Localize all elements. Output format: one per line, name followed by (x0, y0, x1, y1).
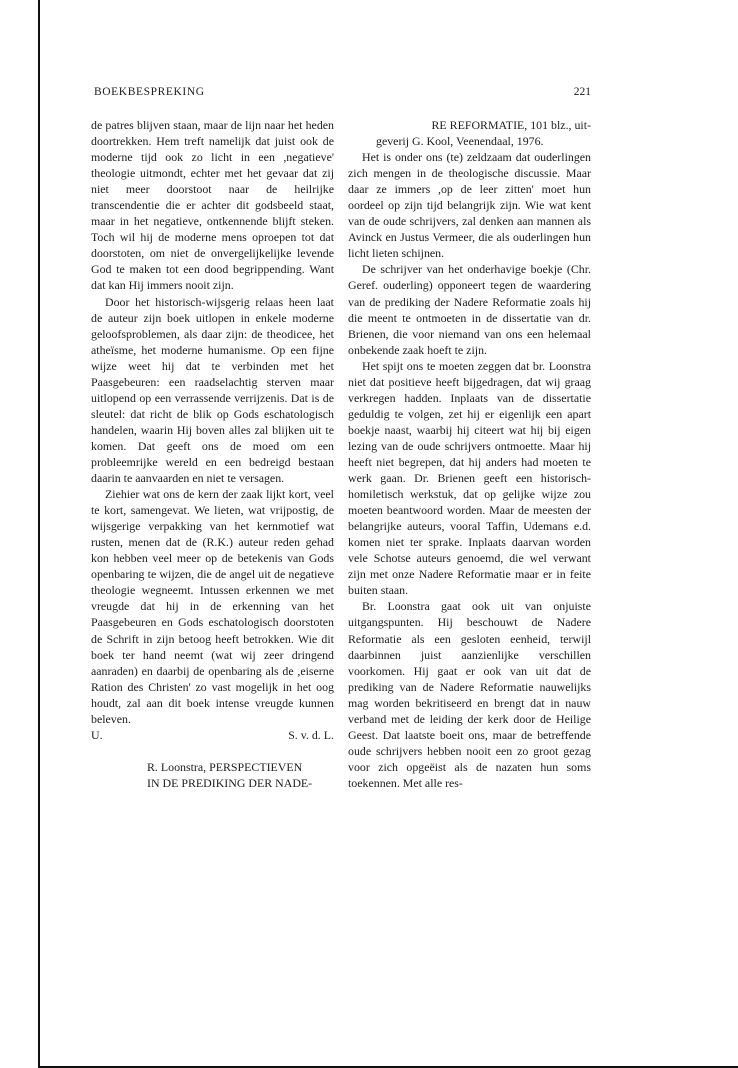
review-heading-line: geverij G. Kool, Veenendaal, 1976. (376, 134, 544, 149)
paragraph: De schrijver van het onderhavige boekje (Chr. Geref. ouderling) opponeert tegen de waardering van de prediking der Nadere Reformatie zoals hij die meent te ontmoeten in de dissertatie van dr. Brienen, die voor niemand van ons een helemaal onbekende zaak hoeft te zijn. (348, 262, 591, 357)
section-title: BOEKBESPREKING (94, 86, 205, 98)
signature-initial: U. (91, 727, 103, 742)
right-column (348, 117, 591, 791)
review-heading-line: IN DE PREDIKING DER NADE- (147, 775, 313, 790)
scan-left-edge (38, 0, 40, 1068)
paragraph: de patres blijven staan, maar de lijn naar het heden doortrekken. Hem treft namelijk dat juist ook de moderne tijd ook zo licht in een ,negatieve' theologie uitmondt, echter met het gevaar dat zij niet meer doorstoot naar de heilrijke transcendentie die er achter dit godsbeeld staat, maar in het negatieve, ontkennende blijft steken. Toch wil hij de moderne mens oproepen tot dat doorstoten, om niet de onvergelijkelijke levende God te maken tot een dood begrippending. Want dat kan Hij immers nooit zijn. (91, 118, 334, 293)
paragraph: Het is onder ons (te) zeldzaam dat ouderlingen zich mengen in de theologische discussie. Maar daar ze immers ,op de leer zitten' moet hun oordeel op zijn tijd belangrijk zijn. Wie wat kent van de oude schrijvers, zal denken aan mannen als Avinck en Justus Vermeer, die als ouderlingen hun licht lieten schijnen. (348, 150, 591, 261)
paragraph: Br. Loonstra gaat ook uit van onjuiste uitgangspunten. Hij beschouwt de Nadere Reformatie als een gesloten eenheid, terwijl daarbinnen juist aanzienlijke verschillen voorkomen. Hij gaat er ook van uit dat de prediking van de Nadere Reformatie nauwelijks mag worden bekritiseerd en brengt dat in nauw verband met de leiding der kerk door de Heilige Geest. Dat laatste boeit ons, maar de betreffende oude schrijvers hebben nooit een zo groot gezag voor zich opgeëist als de nazaten hun soms toekennen. Met alle res- (348, 599, 591, 790)
page-number: 221 (573, 86, 591, 98)
left-column (91, 117, 334, 791)
review-heading-line: RE REFORMATIE, 101 blz., uit- (431, 118, 591, 132)
review-heading-line: R. Loonstra, PERSPECTIEVEN (147, 759, 303, 774)
review-heading (91, 759, 334, 791)
paragraph: Het spijt ons te moeten zeggen dat br. Loonstra niet dat positieve heeft bijgedragen, dat wij graag verkregen hadden. Inplaats van de dissertatie geduldig te volgen, zet hij er eigenlijk een apart boekje naast, waarbij hij citeert wat hij bij eigen lezing van de oude schrijvers ontmoette. Maar hij heeft niet begrepen, dat hij anders had moeten te werk gaan. Dr. Brienen geeft een historisch-homiletisch werkstuk, dat op gelijke wijze zou moeten beantwoord worden. Maar de meesten der belangrijke auteurs, vooral Taffin, Udemans e.d. komen niet ter sprake. Inplaats daarvan worden vele Schotse auteurs genoemd, die wel verwant zijn met onze Nadere Reformatie maar er in feite buiten staan. (348, 358, 591, 598)
running-header (94, 86, 591, 102)
paragraph: Ziehier wat ons de kern der zaak lijkt kort, veel te kort, samengevat. We lieten, wat vrijpostig, de wijsgerige verpakking van het kernmotief wat rusten, menen dat de (R.K.) auteur reden gehad kon hebben veel meer op de betekenis van Gods openbaring te wijzen, die de angel uit de negatieve theologie wegneemt. Intussen erkennen we met vreugde dat hij in de erkenning van het Paasgebeuren en Gods eschatologisch doorstoten de Schrift in zijn betoog heeft betrokken. Wie dit boek ter hand neemt (wat wij zeer dringend aanraden) en daarbij de openbaring als de ,eiserne Ration des Christen' zo vast mogelijk in het oog houdt, zal aan dit boek intense vreugde kunnen beleven. (91, 487, 334, 726)
review-signatures (91, 727, 334, 743)
signature-author: S. v. d. L. (288, 727, 334, 742)
review-heading-continued (348, 117, 591, 149)
paragraph: Door het historisch-wijsgerig relaas heen laat de auteur zijn boek uitlopen in enkele moderne geloofsproblemen, als daar zijn: de theodicee, het atheïsme, het moderne humanisme. Op een fijne wijze weet hij dat te verbinden met het Paasgebeuren: een raadselachtig sterven maar uitlopend op een verrassende verrijzenis. Dat is de sleutel: dat richt de blik op Gods eschatologisch handelen, waarin Hij boven alles zal blijken uit te komen. Dat geeft ons de moed om een probleemrijke wereld en een bedreigd bestaan daarin te aanvaarden en niet te versagen. (91, 294, 334, 486)
